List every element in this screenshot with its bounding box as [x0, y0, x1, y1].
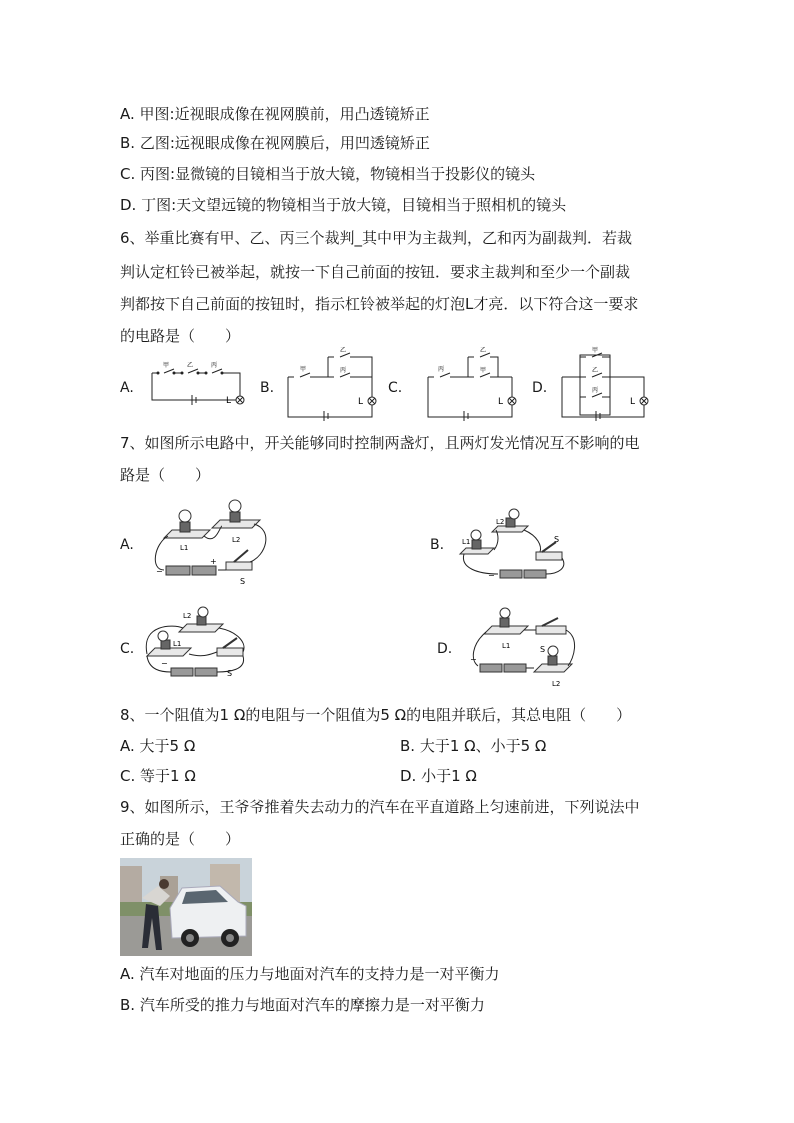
q8-option-a: A. 大于5 Ω: [120, 737, 196, 755]
q7c-s: S: [227, 669, 233, 678]
q7-label-d: D.: [437, 641, 453, 657]
q6b-jia-label: 甲: [300, 366, 307, 373]
q7b-l2: L2: [496, 518, 505, 526]
q7c-minus: −: [161, 659, 168, 668]
q7d-l1: L1: [502, 642, 511, 650]
q7a-plus: +: [210, 557, 217, 566]
q8-stem: 8、一个阻值为1 Ω的电阻与一个阻值为5 Ω的电阻并联后，其总电阻（ ）: [120, 706, 632, 724]
q7-label-c: C.: [120, 641, 135, 657]
q6-circuit-c: [420, 345, 530, 420]
q6c-lamp-label: L: [498, 397, 504, 407]
q7-stem-line-1: 7、如图所示电路中，开关能够同时控制两盏灯，且两灯发光情况互不影响的电: [120, 434, 640, 452]
q6-stem-line-2: 判认定杠铃已被举起，就按一下自己前面的按钮．要求主裁判和至少一个副裁: [120, 263, 631, 281]
q7c-l2: L2: [183, 612, 192, 620]
q6-stem-line-1: 6、举重比赛有甲、乙、丙三个裁判_其中甲为主裁判，乙和丙为副裁判．若裁: [120, 229, 633, 247]
q6-label-d: D.: [532, 380, 548, 396]
q8-option-d: D. 小于1 Ω: [400, 767, 477, 785]
q6-circuit-b: [280, 345, 390, 420]
q5-option-d: D. 丁图:天文望远镜的物镜相当于放大镜，目镜相当于照相机的镜头: [120, 196, 567, 214]
q7b-s: S: [554, 535, 560, 544]
q7c-l1: L1: [173, 640, 182, 648]
q7d-minus: −: [470, 655, 477, 664]
q7a-s: S: [240, 577, 246, 586]
q7b-minus: −: [488, 571, 495, 580]
q8-option-c: C. 等于1 Ω: [120, 767, 196, 785]
q6-label-c: C.: [388, 380, 403, 396]
q6b-lamp-label: L: [358, 397, 364, 407]
q6b-yi-label: 乙: [340, 347, 347, 354]
q7a-minus: −: [156, 567, 163, 576]
q6d-jia-label: 甲: [592, 347, 599, 354]
q6-label-a: A.: [120, 380, 134, 396]
q9-stem-line-1: 9、如图所示，王爷爷推着失去动力的汽车在平直道路上匀速前进，下列说法中: [120, 798, 640, 816]
q5-option-c: C. 丙图:显微镜的目镜相当于放大镜，物镜相当于投影仪的镜头: [120, 165, 536, 183]
q7a-l1: L1: [180, 544, 189, 552]
q9-option-a: A. 汽车对地面的压力与地面对汽车的支持力是一对平衡力: [120, 965, 500, 983]
q6-label-b: B.: [260, 380, 275, 396]
q7d-l2: L2: [552, 680, 561, 688]
q6d-lamp-label: L: [630, 397, 636, 407]
q7a-l2: L2: [232, 536, 241, 544]
q7-stem-line-2: 路是（ ）: [120, 466, 211, 484]
q7b-l1: L1: [462, 538, 471, 546]
q6c-jia-label: 甲: [480, 367, 487, 374]
q5-option-a: A. 甲图:近视眼成像在视网膜前，用凸透镜矫正: [120, 105, 430, 123]
q6a-yi-label: 乙: [187, 362, 194, 369]
q7-circuit-b: [458, 508, 578, 588]
q6a-bing-label: 丙: [211, 362, 218, 369]
q7-label-b: B.: [430, 537, 445, 553]
q6-circuit-a: [140, 355, 250, 415]
q9-option-b: B. 汽车所受的推力与地面对汽车的摩擦力是一对平衡力: [120, 996, 485, 1014]
q9-stem-line-2: 正确的是（ ）: [120, 830, 241, 848]
car-push-photo: [120, 858, 252, 956]
q6-stem-line-4: 的电路是（ ）: [120, 327, 241, 345]
q7-circuit-a: [150, 500, 280, 590]
q6a-lamp-label: L: [226, 396, 232, 406]
q7-circuit-c: [143, 604, 263, 684]
q8-option-b: B. 大于1 Ω、小于5 Ω: [400, 737, 547, 755]
q5-option-b: B. 乙图:远视眼成像在视网膜后，用凹透镜矫正: [120, 134, 430, 152]
q7-circuit-d: [468, 604, 588, 694]
q6c-yi-label: 乙: [480, 347, 487, 354]
q7d-s: S: [540, 645, 546, 654]
q6b-bing-label: 丙: [340, 367, 347, 374]
q6-circuit-d: [556, 345, 666, 420]
q6c-bing-label: 丙: [438, 366, 445, 373]
q6d-bing-label: 丙: [592, 387, 599, 394]
q6d-yi-label: 乙: [592, 367, 599, 374]
q7-label-a: A.: [120, 537, 134, 553]
q6-stem-line-3: 判都按下自己前面的按钮时，指示杠铃被举起的灯泡L才亮．以下符合这一要求: [120, 295, 639, 313]
q6a-jia-label: 甲: [163, 362, 170, 369]
